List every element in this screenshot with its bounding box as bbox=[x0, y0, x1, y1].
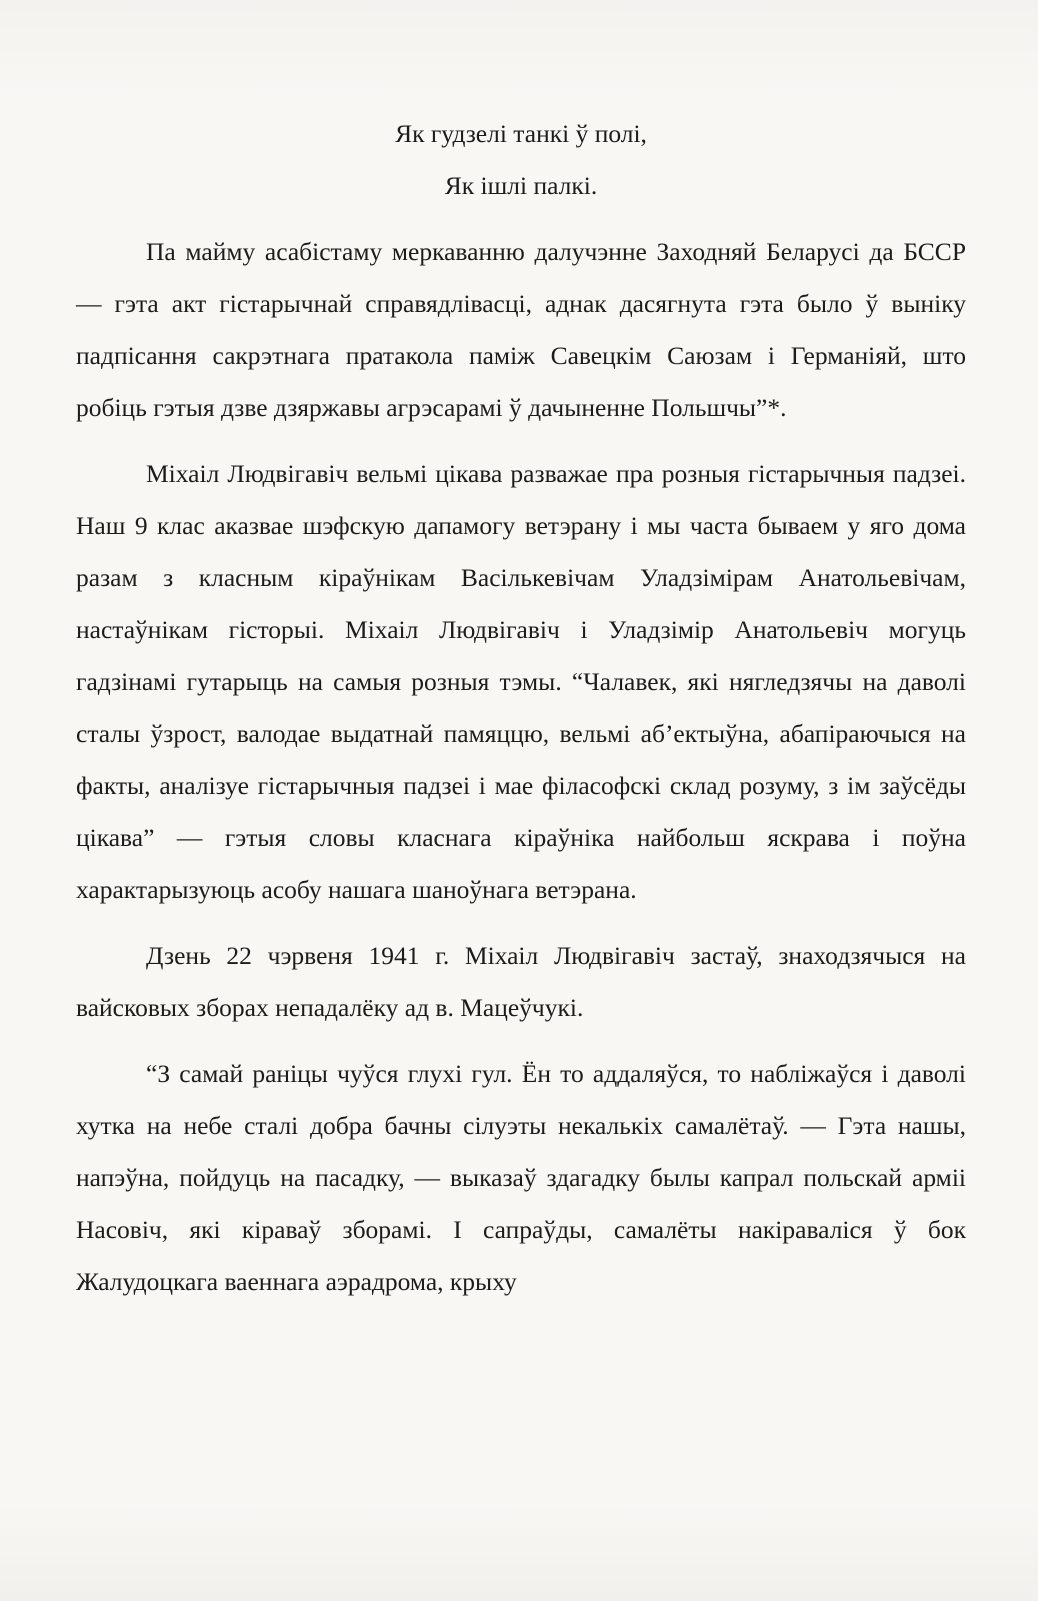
paragraph-4: “З самай раніцы чуўся глухі гул. Ён то аддаляўся, то набліжаўся і даволі хутка на небе сталі добра бачны сілуэты некалькіх самалётаў. — Гэта нашы, напэўна, пойдуць на пасадку, — выказаў здагадку былы капрал польскай арміі Насовіч, які кіраваў зборамі. І сапраўды, самалёты накіраваліся ў бок Жалудоцкага ваеннага аэрадрома, крыху bbox=[76, 1059, 966, 1296]
verse-line-1: Як гудзелі танкі ў полі, bbox=[395, 119, 647, 148]
verse-line-2: Як ішлі палкі. bbox=[444, 171, 598, 200]
paragraph-3: Дзень 22 чэрвеня 1941 г. Міхаіл Людвігавіч застаў, знаходзячыся на вайсковых зборах непадалёку ад в. Мацеўчукі. bbox=[76, 941, 966, 1022]
paragraph-2: Міхаіл Людвігавіч вельмі цікава разважае пра розныя гістарычныя падзеі. Наш 9 клас аказвае шэфскую дапамогу ветэрану і мы часта бываем у яго дома разам з класным кіраўнікам Васількевічам Уладзімірам Анатольевічам, настаўнікам гісторыі. Міхаіл Людвігавіч і Уладзімір Анатольевіч могуць гадзінамі гутарыць на самыя розныя тэмы. “Чалавек, які нягледзячы на даволі сталы ўзрост, валодае выдатнай памяццю, вельмі аб’ектыўна, абапіраючыся на факты, аналізуе гістарычныя падзеі і мае філасофскі склад розуму, з ім заўсёды цікава” — гэтыя словы класнага кіраўніка найбольш яскрава і поўна характарызуюць асобу нашага шаноўнага ветэрана. bbox=[76, 459, 966, 904]
paragraph-1: Па майму асабістаму меркаванню далучэнне Заходняй Беларусі да БССР — гэта акт гістарычнай справядлівасці, аднак дасягнута гэта было ў выніку падпісання сакрэтнага пратакола паміж Савецкім Саюзам і Германіяй, што робіць гэтыя дзве дзяржавы агрэсарамі ў дачыненне Польшчы”*. bbox=[76, 237, 966, 422]
text-block bbox=[76, 108, 966, 1308]
